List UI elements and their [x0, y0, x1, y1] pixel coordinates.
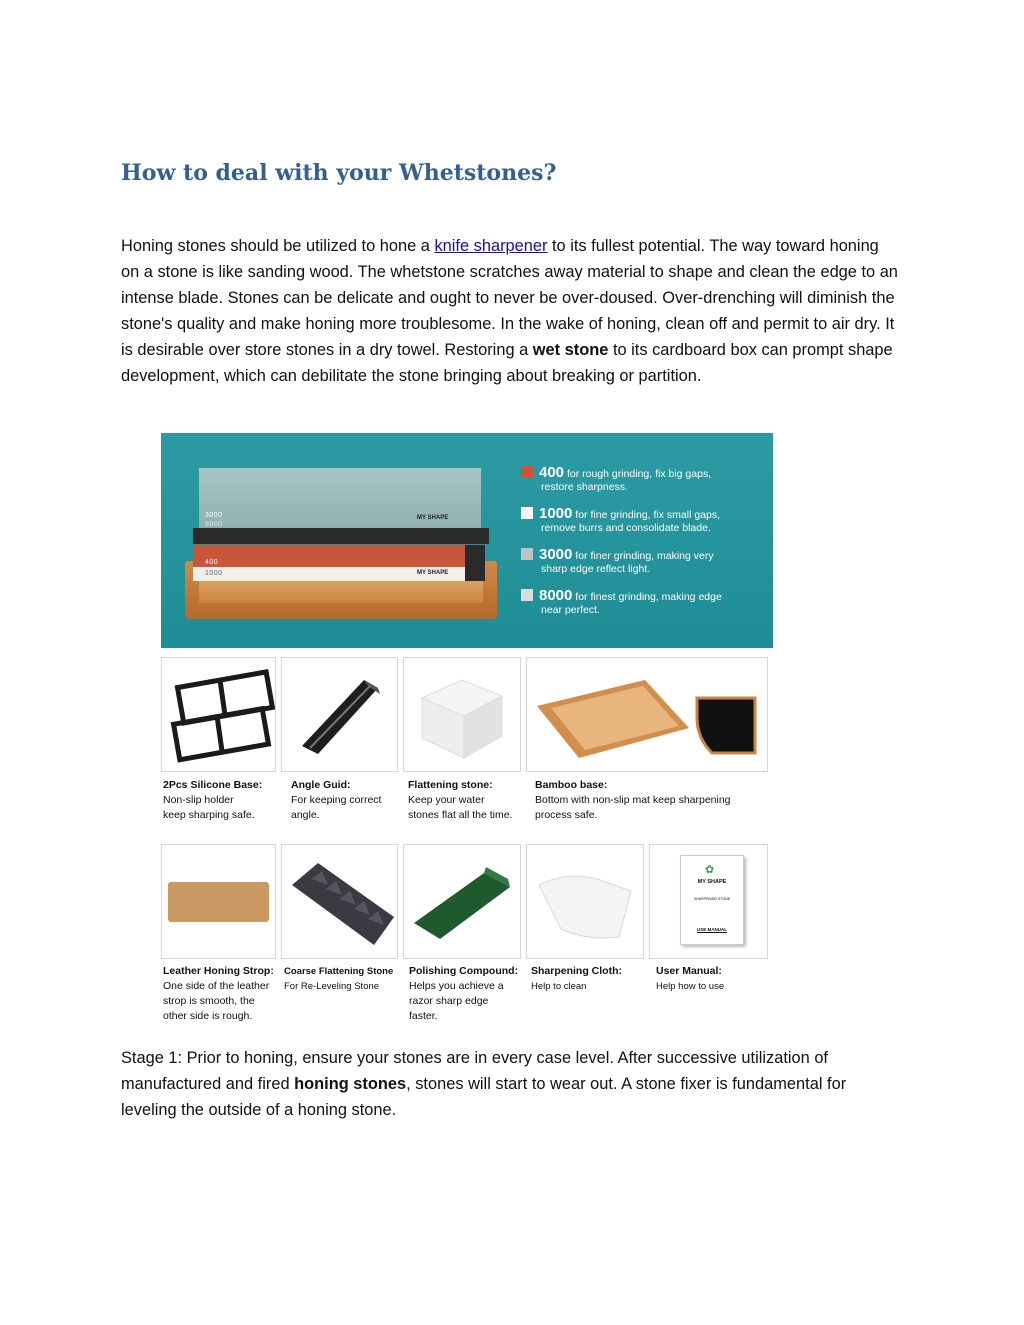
- caption-bamboo-base: Bamboo base: Bottom with non-slip mat keep sharpening process safe.: [535, 779, 731, 821]
- caption-angle-guide: Angle Guid: For keeping correct angle.: [291, 779, 382, 821]
- caption-leather-strop: Leather Honing Strop: One side of the leather strop is smooth, the other side is rough.: [163, 965, 274, 1022]
- caption-coarse-stone: Coarse Flattening Stone For Re-Leveling Stone: [284, 966, 394, 992]
- manual-brand: MY SHAPE: [697, 879, 727, 885]
- stage-text-1: Stage 1: Prior to honing, ensure your stones are in every case level. After successive utilization of manufactured and fired: [121, 1049, 828, 1093]
- leather-strop-image: [161, 844, 276, 959]
- grit-3000: 3000 for finer grinding, making very sharp edge reflect light.: [521, 548, 761, 576]
- caption-user-manual: User Manual: Help how to use: [656, 965, 725, 992]
- accessory-grid: [161, 657, 773, 1037]
- angle-guide-image: [281, 657, 398, 772]
- stone-label: 3000: [205, 512, 223, 519]
- page-title: How to deal with your Whetstones?: [121, 160, 557, 186]
- bamboo-base-image: [526, 657, 768, 772]
- manual-line: SHARPENING STONE: [693, 897, 731, 901]
- intro-text-3: to its cardboard box can prompt shape development, which can debilitate the stone bringing about breaking or partition.: [121, 340, 893, 385]
- user-manual-image: [649, 844, 768, 959]
- coarse-stone-image: [281, 844, 398, 959]
- caption-polishing-compound: Polishing Compound: Helps you achieve a razor sharp edge faster.: [409, 965, 519, 1022]
- stage-text-2: , stones will start to wear out. A stone fixer is fundamental for leveling the outside of a honing stone.: [121, 1074, 847, 1119]
- grit-400: 400 for rough grinding, fix big gaps, restore sharpness.: [521, 466, 761, 494]
- brand-mark: MY SHAPE: [417, 515, 449, 521]
- intro-paragraph: [121, 234, 901, 389]
- brand-mark: MY SHAPE: [417, 570, 449, 576]
- caption-sharpening-cloth: Sharpening Cloth: Help to clean: [531, 965, 622, 992]
- intro-text-1: Honing stones should be utilized to hone a: [121, 237, 435, 255]
- polishing-compound-image: [403, 844, 521, 959]
- stone-label: 1000: [205, 570, 223, 577]
- flattening-stone-image: [403, 657, 521, 772]
- leaf-icon: ✿: [705, 864, 715, 876]
- sharpening-cloth-image: [526, 844, 644, 959]
- caption-flattening-stone: Flattening stone: Keep your water stones flat all the time.: [408, 779, 513, 821]
- manual-line: USE MANUAL: [697, 927, 727, 932]
- stone-label: 8000: [205, 521, 223, 528]
- grit-8000: 8000 for finest grinding, making edge near perfect.: [521, 589, 761, 617]
- grit-1000: 1000 for fine grinding, fix small gaps, remove burrs and consolidate blade.: [521, 507, 761, 535]
- caption-silicone-base: 2Pcs Silicone Base: Non-slip holder keep sharping safe.: [163, 779, 263, 821]
- silicone-base-image: [161, 657, 276, 772]
- knife-sharpener-link[interactable]: knife sharpener: [434, 237, 548, 255]
- intro-text-2: to its fullest potential. The way toward honing on a stone is like sanding wood. The whetstone scratches away material to shape and clean the edge to an intense blade. Stones can be delicate and ought to never be over-doused. Over-drenching will diminish the stone's quality and make honing more troublesome. In the wake of honing, clean off and permit to air dry. It is desirable over store stones in a dry towel. Restoring a: [121, 237, 898, 359]
- honing-stones-bold: honing stones: [294, 1074, 407, 1093]
- wet-stone-bold: wet stone: [532, 340, 609, 359]
- stage-1-paragraph: [121, 1046, 901, 1124]
- stone-label: 400: [205, 559, 219, 566]
- whetstone-banner-image: [161, 433, 773, 648]
- stone-400-1000: [193, 545, 465, 567]
